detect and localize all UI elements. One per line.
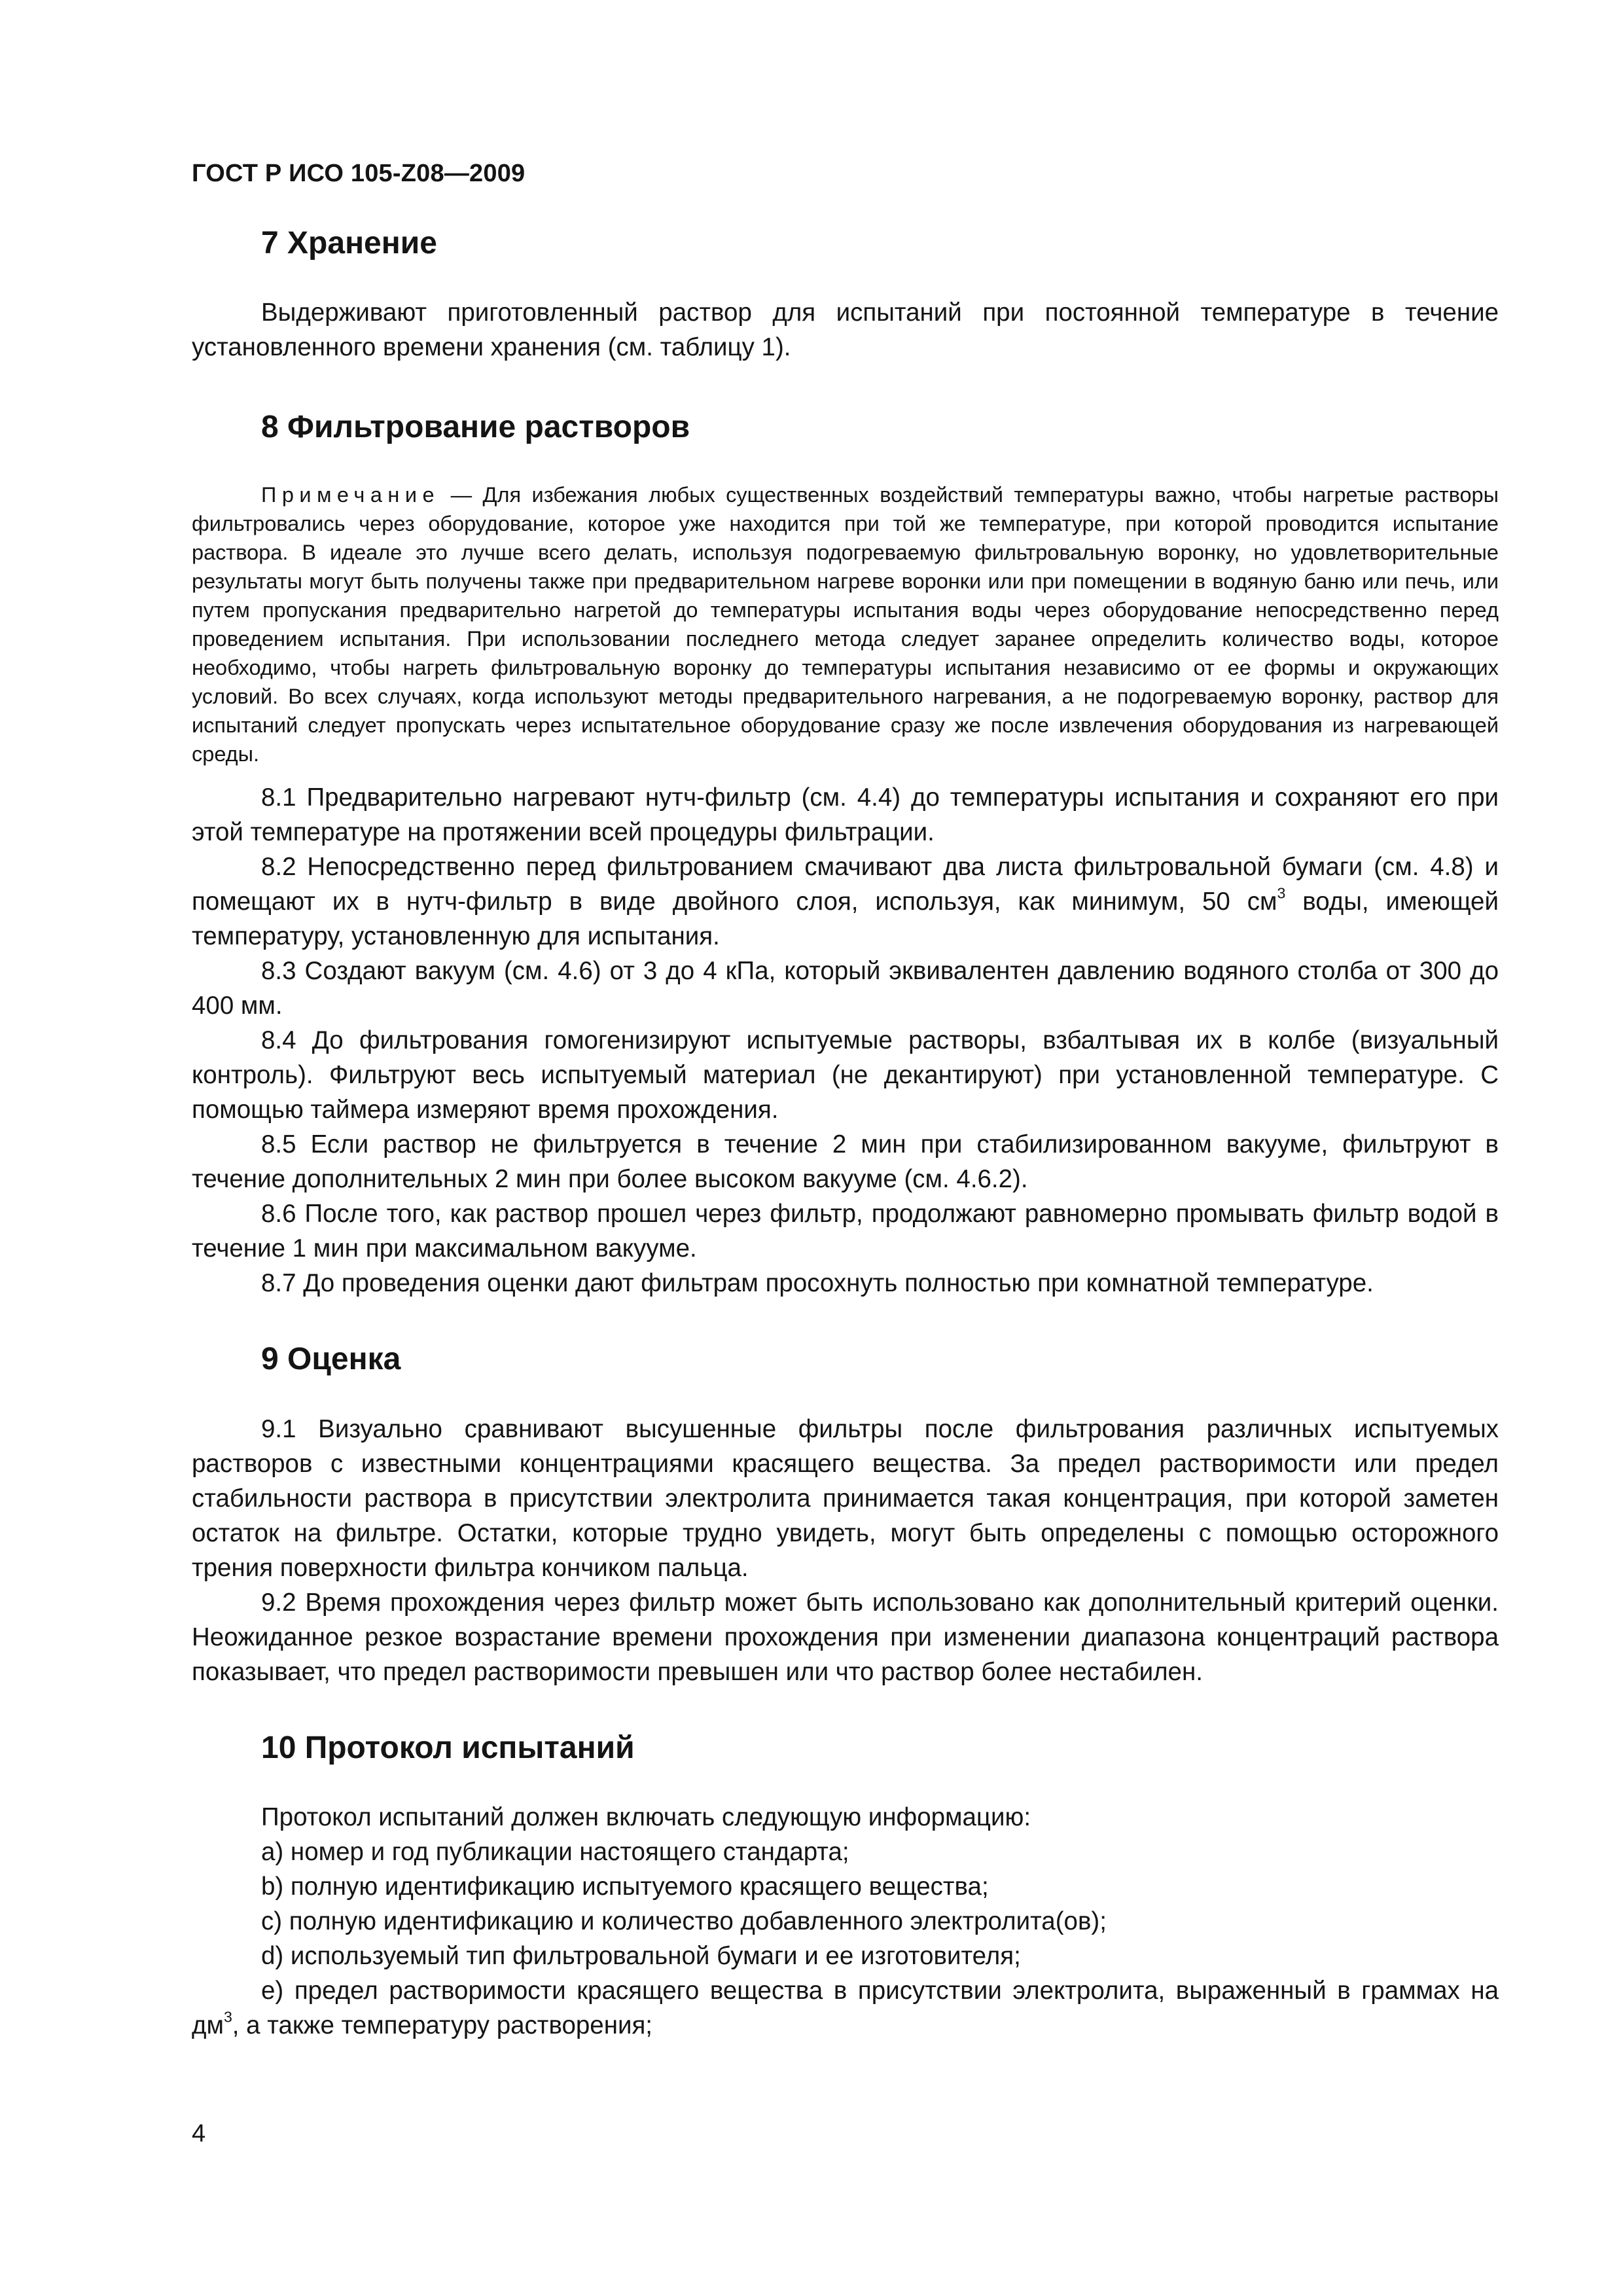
- paragraph-8-2-part-a: 8.2 Непосредственно перед фильтрованием смачивают два листа фильтровальной бумаги (см. 4.8) и помещают их в нутч-фильтр в виде двойного слоя, используя, как минимум, 50 см: [192, 853, 1499, 916]
- section-10-intro: Протокол испытаний должен включать следующую информацию:: [261, 1803, 1031, 1831]
- paragraph-8-6: 8.6 После того, как раствор прошел через фильтр, продолжают равномерно промывать фильтр водой в течение 1 мин при максимальном вакууме.: [192, 1200, 1499, 1263]
- section-8-title: 8 Фильтрование растворов: [261, 410, 690, 445]
- note-label: Примечание: [261, 483, 440, 507]
- list-item-c: c) полную идентификацию и количество добавленного электролита(ов);: [261, 1907, 1107, 1935]
- note-text: — Для избежания любых существенных воздействий температуры важно, чтобы нагретые растворы фильтровались через оборудование, которое уже находится при той же температуре, при которой проводится испытание раствора. В идеале это лучше всего делать, используя подогреваемую фильтровальную воронку, но удовлетворительные результаты могут быть получены также при предварительном нагреве воронки или при помещении в водяную баню или печь, или путем пропускания предварительно нагретой до температуры испытания воды через оборудование непосредственно перед проведением испытания. При использовании последнего метода следует заранее определить количество воды, которое необходимо, чтобы нагреть фильтровальную воронку до температуры испытания независимо от ее формы и окружающих условий. Во всех случаях, когда используют методы предварительного нагревания, а не подогреваемую воронку, раствор для испытаний следует пропускать через испытательное оборудование сразу же после извлечения оборудования из нагревающей среды.: [192, 483, 1499, 766]
- list-item-e-part-a: e) предел растворимости красящего вещества в присутствии электролита, выраженный в граммах на дм: [192, 1976, 1499, 2039]
- paragraph-8-2: [192, 850, 1499, 954]
- document-code: ГОСТ Р ИСО 105-Z08—2009: [192, 160, 526, 187]
- section-10-title: 10 Протокол испытаний: [261, 1730, 635, 1765]
- paragraph-8-5: 8.5 Если раствор не фильтруется в течение 2 мин при стабилизированном вакууме, фильтруют в течение дополнительных 2 мин при более высоком вакууме (см. 4.6.2).: [192, 1130, 1499, 1194]
- list-item-e-part-b: , а также температуру растворения;: [232, 2011, 653, 2039]
- paragraph-8-1: 8.1 Предварительно нагревают нутч-фильтр (см. 4.4) до температуры испытания и сохраняют его при этой температуре на протяжении всей процедуры фильтрации.: [192, 783, 1499, 847]
- superscript-3: 3: [1277, 885, 1286, 903]
- paragraph-9-1: 9.1 Визуально сравнивают высушенные фильтры после фильтрования различных испытуемых растворов с известными концентрациями красящего вещества. За предел растворимости или предел стабильности раствора в присутствии электролита принимается такая концентрация, при которой заметен остаток на фильтре. Остатки, которые трудно увидеть, могут быть определены с помощью осторожного трения поверхности фильтра кончиком пальца.: [192, 1414, 1499, 1582]
- paragraph-8-4: 8.4 До фильтрования гомогенизируют испытуемые растворы, взбалтывая их в колбе (визуальный контроль). Фильтруют весь испытуемый материал (не декантируют) при установленной температуре. С помощью таймера измеряют время прохождения.: [192, 1026, 1499, 1124]
- section-8-note: [192, 480, 1499, 768]
- paragraph-8-3: 8.3 Создают вакуум (см. 4.6) от 3 до 4 кПа, который эквивалентен давлению водяного столба от 300 до 400 мм.: [192, 957, 1499, 1020]
- paragraph-8-7: 8.7 До проведения оценки дают фильтрам просохнуть полностью при комнатной температуре.: [261, 1269, 1374, 1298]
- section-7-title: 7 Хранение: [261, 226, 437, 260]
- superscript-3: 3: [223, 2008, 232, 2026]
- list-item-a: a) номер и год публикации настоящего стандарта;: [261, 1837, 849, 1866]
- page-number: 4: [192, 2120, 206, 2147]
- list-item-d: d) используемый тип фильтровальной бумаги и ее изготовителя;: [261, 1941, 1021, 1970]
- section-9-title: 9 Оценка: [261, 1342, 401, 1377]
- paragraph-8-2-part-b: воды, имеющей температуру, установленную для испытания.: [192, 888, 1499, 951]
- list-item-e: [192, 1973, 1499, 2043]
- page-content: [192, 225, 1499, 2043]
- section-7-paragraph: Выдерживают приготовленный раствор для испытаний при постоянной температуре в течение установленного времени хранения (см. таблицу 1).: [192, 298, 1499, 362]
- list-item-b: b) полную идентификацию испытуемого красящего вещества;: [261, 1872, 989, 1901]
- paragraph-9-2: 9.2 Время прохождения через фильтр может быть использовано как дополнительный критерий оценки. Неожиданное резкое возрастание времени прохождения при изменении диапазона концентраций раствора показывает, что предел растворимости превышен или что раствор более нестабилен.: [192, 1588, 1499, 1686]
